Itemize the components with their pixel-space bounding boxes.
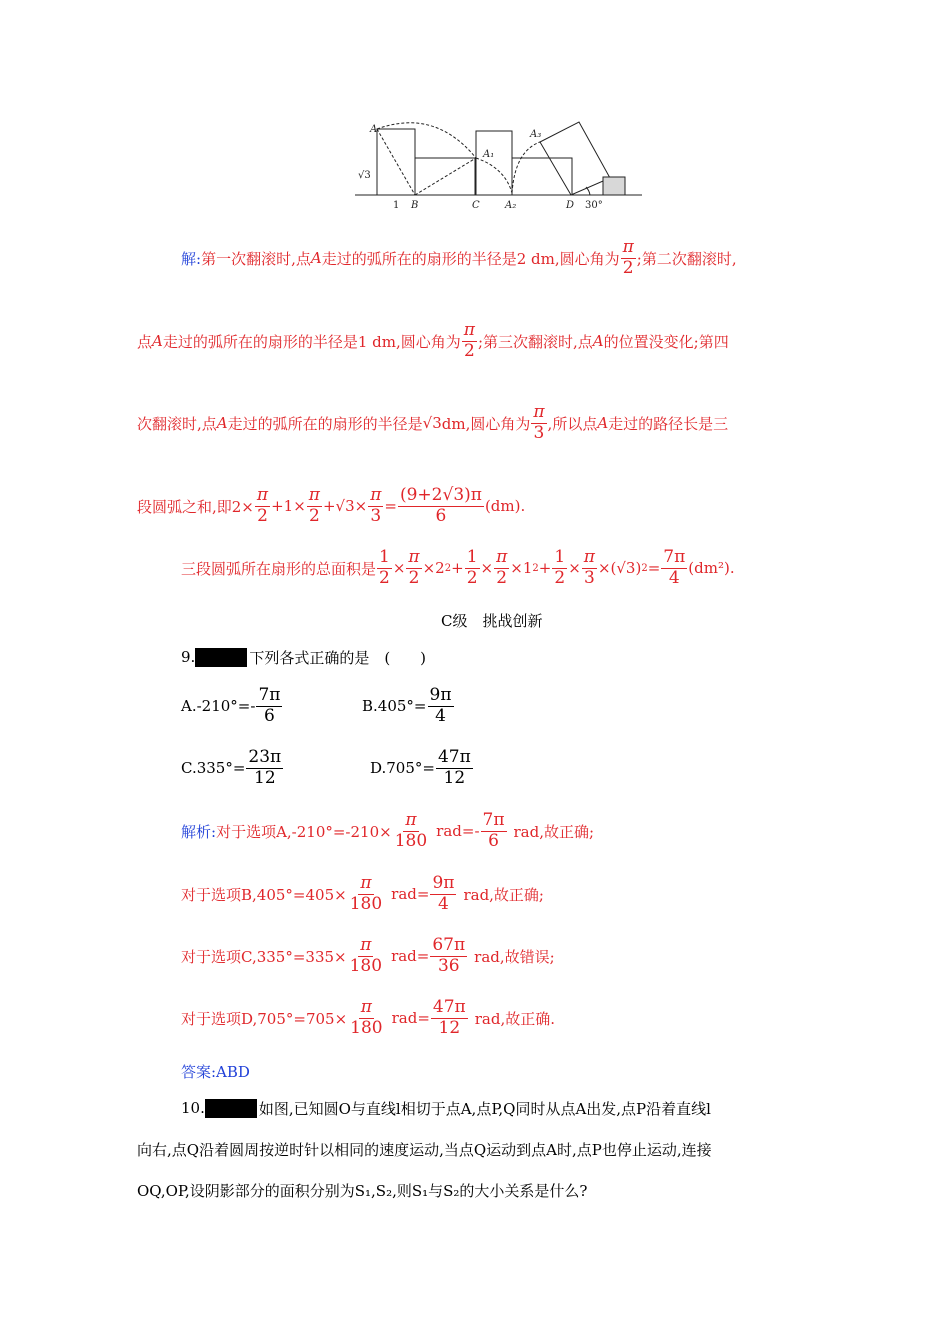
sol9-line1 [181,811,594,851]
den: 2 [379,567,390,588]
num: π [360,934,372,955]
text: rad,故错误; [474,947,555,966]
num: π [405,809,417,830]
text: rad,故正确; [463,885,544,904]
fraction [348,996,384,1038]
sol8-line5: 三段圆弧所在扇形的总面积是 $\frac{1}{2}$ × $\frac{\pi}{2}$ ×2 2 + $\frac{1}{2}$ × $\frac{\pi}{2}$ ×1 2 + $\frac{1}{2}$ × $\frac{\pi}{3}$ ×( √3 ) 2 = $\frac{7\pi}{4}$ (dm²). [181,546,735,588]
sqrt3: √3 [422,414,442,432]
point-A: A [310,249,322,267]
num: π [496,546,508,567]
den: 180 [349,893,383,914]
den: 180 [394,830,428,851]
q9-stem [181,637,426,677]
num: 1 [554,546,566,567]
text: rad,故正确; [513,822,595,841]
fraction [494,546,509,588]
fraction [436,746,473,788]
option-label: C.335°= [181,759,246,777]
label-B: B [411,200,419,211]
label-A1: A₁ [483,149,495,160]
fraction [398,484,484,526]
q9-option-b [362,686,455,726]
text: 对于选项A,-210°=-210× [216,822,392,841]
text: × [354,497,368,515]
num: (9+2√3)π [399,484,482,505]
fraction [621,236,636,278]
fraction [552,546,567,588]
label-C: C [472,200,480,211]
den: 36 [437,955,460,976]
text: dm,圆心角为 [441,414,531,433]
text: rad= [391,947,430,965]
den: 3 [583,567,595,588]
num: π [583,546,595,567]
den: 2 [257,505,268,526]
q9-option-d [370,748,474,788]
sqrt3: √3 [335,497,355,515]
q9-option-a [181,686,283,726]
num: 9π [432,872,455,893]
sol8-line4 [137,486,525,526]
den: 3 [370,505,382,526]
num: π [408,546,420,567]
text: 第一次翻滚时,点 [201,249,311,268]
option-label: B.405°= [362,697,427,715]
fraction [246,746,283,788]
num: 7π [663,546,686,567]
sol9-answer [181,1051,250,1091]
den: 2 [496,567,508,588]
label-sqrt3: √3 [358,170,371,181]
den: 2 [408,567,420,588]
num: π [360,996,372,1017]
q10-number: 10. [181,1099,205,1117]
num: π [622,236,634,257]
num: 47π [432,996,466,1017]
fraction [406,546,421,588]
num: π [463,319,475,340]
option-label: D.705°= [370,759,435,777]
rolling-rectangle-figure [350,118,650,214]
den: 4 [438,893,449,914]
point-A: A [216,414,228,432]
label-A2: A₂ [505,200,517,211]
text: 对于选项B,405°=405× [181,885,347,904]
sol8-prefix: 解: [181,249,202,268]
fraction [393,809,429,851]
text: (dm²). [688,559,735,577]
fraction [430,872,456,914]
fraction [428,684,454,726]
den: 12 [443,767,466,788]
num: π [370,484,382,505]
label-A: A [370,124,378,135]
den: 4 [435,705,446,726]
text: +1× [271,497,306,515]
text: (dm). [484,497,526,515]
label-D: D [566,200,575,211]
den: 180 [350,1017,383,1038]
section-title [441,600,542,640]
fraction [348,872,384,914]
fraction [661,546,687,588]
q10-text: 向右,点Q沿着圆周按逆时针以相同的速度运动,当点Q运动到点A时,点P也停止运动,连接 [137,1140,712,1159]
text: 点 [137,332,153,351]
text: 段圆弧之和,即2× [137,497,254,516]
sol8-line3 [137,403,728,443]
num: 47π [437,746,471,767]
q9-stem-text: 下列各式正确的是 ( ) [249,648,427,667]
q9-option-c [181,748,284,788]
den: 2 [622,257,634,278]
den: 6 [264,705,275,726]
label-30deg: 30° [585,200,603,211]
q10-line1 [181,1088,711,1128]
den: 2 [554,567,566,588]
text: 走过的路径长是三 [608,414,729,433]
text: 三段圆弧所在扇形的总面积是 [181,559,377,578]
num: 1 [466,546,478,567]
den: 2 [466,567,478,588]
num: 7π [258,684,281,705]
text: ;第三次翻滚时,点 [477,332,593,351]
fraction [377,546,392,588]
den: 12 [254,767,276,788]
fraction [465,546,480,588]
q10-line2 [137,1129,712,1169]
num: π [308,484,320,505]
fraction [531,401,546,443]
sqrt3: √3 [616,559,636,577]
text: rad= [391,885,430,903]
redaction-block [195,648,247,667]
text: 对于选项D,705°=705× [181,1009,348,1028]
num: π [360,872,372,893]
num: π [533,401,545,422]
redaction-block [205,1099,257,1118]
den: 6 [435,505,447,526]
q10-line3 [137,1170,587,1210]
den: 4 [668,567,680,588]
fraction [582,546,597,588]
option-label: A.-210°=- [181,697,256,715]
sol8-line2 [137,321,729,361]
text: + [322,497,336,515]
text: 的位置没变化;第四 [603,332,729,351]
den: 2 [463,340,475,361]
fraction [255,484,270,526]
sol9-line3 [181,936,555,976]
fraction [431,996,468,1038]
num: π [256,484,269,505]
text: rad= [391,1009,430,1027]
num: 23π [248,746,282,767]
den: 180 [349,955,383,976]
text: 对于选项C,335°=335× [181,947,347,966]
section-title-text: C级 挑战创新 [441,611,543,630]
text: 走过的弧所在的扇形的半径是2 dm,圆心角为 [321,249,620,268]
text: rad,故正确. [474,1009,555,1028]
label-A3: A₃ [530,129,542,140]
sol9-line4 [181,998,555,1038]
den: 12 [438,1017,461,1038]
text: 走过的弧所在的扇形的半径是 [227,414,423,433]
answer-text: 答案:ABD [181,1062,250,1081]
point-A: A [592,332,604,350]
q9-number: 9. [181,648,196,666]
fraction [481,809,507,851]
fraction [256,684,282,726]
point-A: A [152,332,163,350]
fraction [368,484,383,526]
sol8-line1 [181,238,737,278]
num: 67π [432,934,466,955]
den: 6 [488,830,499,851]
text: ,所以点 [547,414,598,433]
num: 1 [379,546,390,567]
den: 3 [533,422,545,443]
fraction [462,319,477,361]
q10-text: OQ,OP,设阴影部分的面积分别为S₁,S₂,则S₁与S₂的大小关系是什么? [137,1181,588,1200]
text: 次翻滚时,点 [137,414,217,433]
den: 2 [308,505,320,526]
label-1: 1 [393,200,400,211]
num: 9π [429,684,452,705]
text: 走过的弧所在的扇形的半径是1 dm,圆心角为 [162,332,461,351]
text: ;第二次翻滚时, [636,249,737,268]
num: 7π [482,809,505,830]
point-A: A [597,414,609,432]
text: = [384,497,397,515]
fraction [430,934,467,976]
sol9-line2 [181,874,544,914]
fraction [348,934,384,976]
q10-text: 如图,已知圆O与直线l相切于点A,点P,Q同时从点A出发,点P沿着直线l [258,1099,711,1118]
text: rad=- [436,822,480,840]
sol9-prefix: 解析: [181,822,217,841]
fraction [307,484,322,526]
